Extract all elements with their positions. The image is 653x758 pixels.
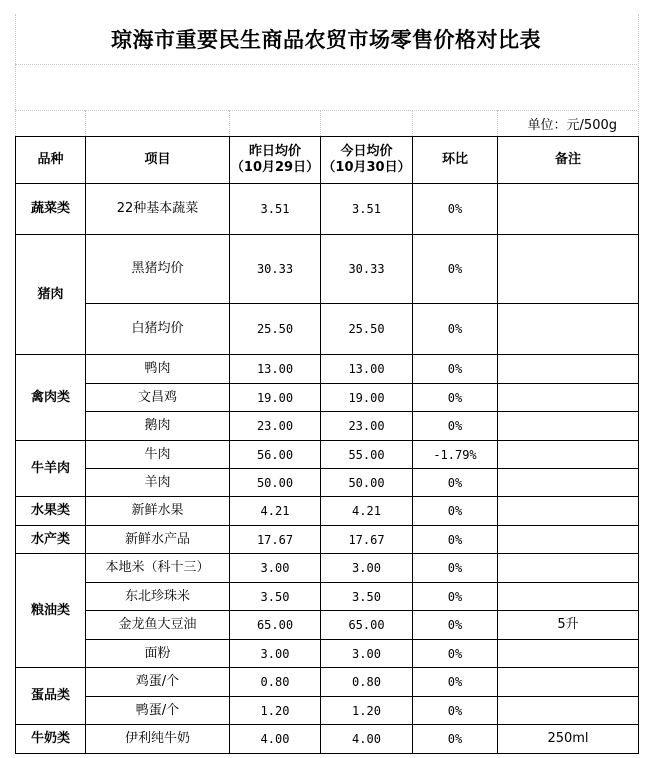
item-cell: 东北珍珠米 bbox=[86, 583, 230, 611]
table-row bbox=[16, 441, 639, 469]
item-cell: 白猪均价 bbox=[86, 304, 230, 355]
category-cell: 水果类 bbox=[16, 497, 86, 526]
item-cell: 新鲜水果 bbox=[86, 497, 230, 526]
table-row bbox=[16, 304, 639, 355]
item-cell: 牛肉 bbox=[86, 441, 230, 469]
yesterday-price-cell: 17.67 bbox=[230, 526, 321, 554]
table-row bbox=[16, 725, 639, 754]
yesterday-price-cell: 4.21 bbox=[230, 497, 321, 526]
today-price-cell: 30.33 bbox=[321, 235, 413, 304]
change-cell: 0% bbox=[413, 554, 498, 583]
change-cell: 0% bbox=[413, 497, 498, 526]
table-row bbox=[16, 611, 639, 640]
table-row bbox=[16, 184, 639, 235]
header-note: 备注 bbox=[498, 137, 639, 184]
today-price-cell: 4.00 bbox=[321, 725, 413, 754]
header-today-line2: （10月30日） bbox=[322, 160, 411, 175]
note-cell bbox=[498, 583, 639, 611]
today-price-cell: 19.00 bbox=[321, 384, 413, 412]
header-today-line1: 今日均价 bbox=[340, 144, 393, 159]
note-cell bbox=[498, 497, 639, 526]
yesterday-price-cell: 65.00 bbox=[230, 611, 321, 640]
change-cell: 0% bbox=[413, 469, 498, 497]
table-row bbox=[16, 235, 639, 304]
note-cell: 250ml bbox=[498, 725, 639, 754]
yesterday-price-cell: 19.00 bbox=[230, 384, 321, 412]
gridline bbox=[412, 110, 413, 136]
item-cell: 黑猪均价 bbox=[86, 235, 230, 304]
yesterday-price-cell: 50.00 bbox=[230, 469, 321, 497]
yesterday-price-cell: 4.00 bbox=[230, 725, 321, 754]
yesterday-price-cell: 3.00 bbox=[230, 554, 321, 583]
table-row bbox=[16, 384, 639, 412]
table-row bbox=[16, 412, 639, 441]
today-price-cell: 1.20 bbox=[321, 697, 413, 725]
header-category: 品种 bbox=[16, 137, 86, 184]
note-cell bbox=[498, 355, 639, 384]
change-cell: 0% bbox=[413, 384, 498, 412]
item-cell: 羊肉 bbox=[86, 469, 230, 497]
change-cell: 0% bbox=[413, 526, 498, 554]
table-row bbox=[16, 497, 639, 526]
item-cell: 鹅肉 bbox=[86, 412, 230, 441]
header-yesterday-line1: 昨日均价 bbox=[248, 144, 301, 159]
today-price-cell: 0.80 bbox=[321, 668, 413, 697]
today-price-cell: 55.00 bbox=[321, 441, 413, 469]
category-cell: 蔬菜类 bbox=[16, 184, 86, 235]
table-row bbox=[16, 583, 639, 611]
item-cell: 新鲜水产品 bbox=[86, 526, 230, 554]
header-yesterday-line2: （10月29日） bbox=[230, 160, 320, 175]
item-cell: 鸭肉 bbox=[86, 355, 230, 384]
item-cell: 文昌鸡 bbox=[86, 384, 230, 412]
today-price-cell: 4.21 bbox=[321, 497, 413, 526]
note-cell bbox=[498, 697, 639, 725]
category-cell: 水产类 bbox=[16, 526, 86, 554]
today-price-cell: 17.67 bbox=[321, 526, 413, 554]
note-cell bbox=[498, 412, 639, 441]
unit-label: 单位：元/500g bbox=[527, 118, 617, 133]
category-cell: 粮油类 bbox=[16, 554, 86, 668]
gridline bbox=[15, 110, 637, 111]
gridline bbox=[85, 110, 86, 136]
header-today bbox=[321, 137, 413, 184]
table-row bbox=[16, 697, 639, 725]
yesterday-price-cell: 3.00 bbox=[230, 640, 321, 668]
yesterday-price-cell: 0.80 bbox=[230, 668, 321, 697]
item-cell: 鸭蛋/个 bbox=[86, 697, 230, 725]
change-cell: 0% bbox=[413, 725, 498, 754]
change-cell: 0% bbox=[413, 668, 498, 697]
yesterday-price-cell: 56.00 bbox=[230, 441, 321, 469]
table-row bbox=[16, 640, 639, 668]
yesterday-price-cell: 3.51 bbox=[230, 184, 321, 235]
note-cell bbox=[498, 441, 639, 469]
yesterday-price-cell: 23.00 bbox=[230, 412, 321, 441]
note-cell bbox=[498, 640, 639, 668]
price-comparison-table bbox=[15, 136, 639, 754]
category-cell: 猪肉 bbox=[16, 235, 86, 355]
today-price-cell: 3.51 bbox=[321, 184, 413, 235]
table-row bbox=[16, 526, 639, 554]
change-cell: 0% bbox=[413, 412, 498, 441]
yesterday-price-cell: 30.33 bbox=[230, 235, 321, 304]
change-cell: 0% bbox=[413, 640, 498, 668]
note-cell bbox=[498, 668, 639, 697]
header-row bbox=[16, 137, 639, 184]
yesterday-price-cell: 3.50 bbox=[230, 583, 321, 611]
change-cell: 0% bbox=[413, 583, 498, 611]
table-row bbox=[16, 554, 639, 583]
header-yesterday bbox=[230, 137, 321, 184]
item-cell: 面粉 bbox=[86, 640, 230, 668]
yesterday-price-cell: 25.50 bbox=[230, 304, 321, 355]
today-price-cell: 23.00 bbox=[321, 412, 413, 441]
yesterday-price-cell: 13.00 bbox=[230, 355, 321, 384]
note-cell bbox=[498, 554, 639, 583]
item-cell: 22种基本蔬菜 bbox=[86, 184, 230, 235]
gridline bbox=[229, 110, 230, 136]
today-price-cell: 13.00 bbox=[321, 355, 413, 384]
category-cell: 蛋品类 bbox=[16, 668, 86, 725]
category-cell: 牛羊肉 bbox=[16, 441, 86, 497]
header-change: 环比 bbox=[413, 137, 498, 184]
change-cell: 0% bbox=[413, 355, 498, 384]
note-cell: 5升 bbox=[498, 611, 639, 640]
today-price-cell: 65.00 bbox=[321, 611, 413, 640]
item-cell: 鸡蛋/个 bbox=[86, 668, 230, 697]
header-item: 项目 bbox=[86, 137, 230, 184]
table-row bbox=[16, 355, 639, 384]
note-cell bbox=[498, 469, 639, 497]
change-cell: 0% bbox=[413, 184, 498, 235]
today-price-cell: 50.00 bbox=[321, 469, 413, 497]
category-cell: 禽肉类 bbox=[16, 355, 86, 441]
table-row bbox=[16, 668, 639, 697]
table-row bbox=[16, 469, 639, 497]
change-cell: 0% bbox=[413, 235, 498, 304]
today-price-cell: 25.50 bbox=[321, 304, 413, 355]
today-price-cell: 3.00 bbox=[321, 554, 413, 583]
today-price-cell: 3.00 bbox=[321, 640, 413, 668]
gridline bbox=[320, 110, 321, 136]
item-cell: 伊利纯牛奶 bbox=[86, 725, 230, 754]
note-cell bbox=[498, 304, 639, 355]
note-cell bbox=[498, 184, 639, 235]
change-cell: 0% bbox=[413, 697, 498, 725]
table-title: 琼海市重要民生商品农贸市场零售价格对比表 bbox=[111, 28, 541, 52]
yesterday-price-cell: 1.20 bbox=[230, 697, 321, 725]
item-cell: 金龙鱼大豆油 bbox=[86, 611, 230, 640]
change-cell: 0% bbox=[413, 611, 498, 640]
gridline bbox=[15, 64, 637, 65]
change-cell: 0% bbox=[413, 304, 498, 355]
gridline bbox=[497, 110, 498, 136]
note-cell bbox=[498, 384, 639, 412]
note-cell bbox=[498, 235, 639, 304]
today-price-cell: 3.50 bbox=[321, 583, 413, 611]
category-cell: 牛奶类 bbox=[16, 725, 86, 754]
note-cell bbox=[498, 526, 639, 554]
item-cell: 本地米（科十三） bbox=[86, 554, 230, 583]
change-cell: -1.79% bbox=[413, 441, 498, 469]
